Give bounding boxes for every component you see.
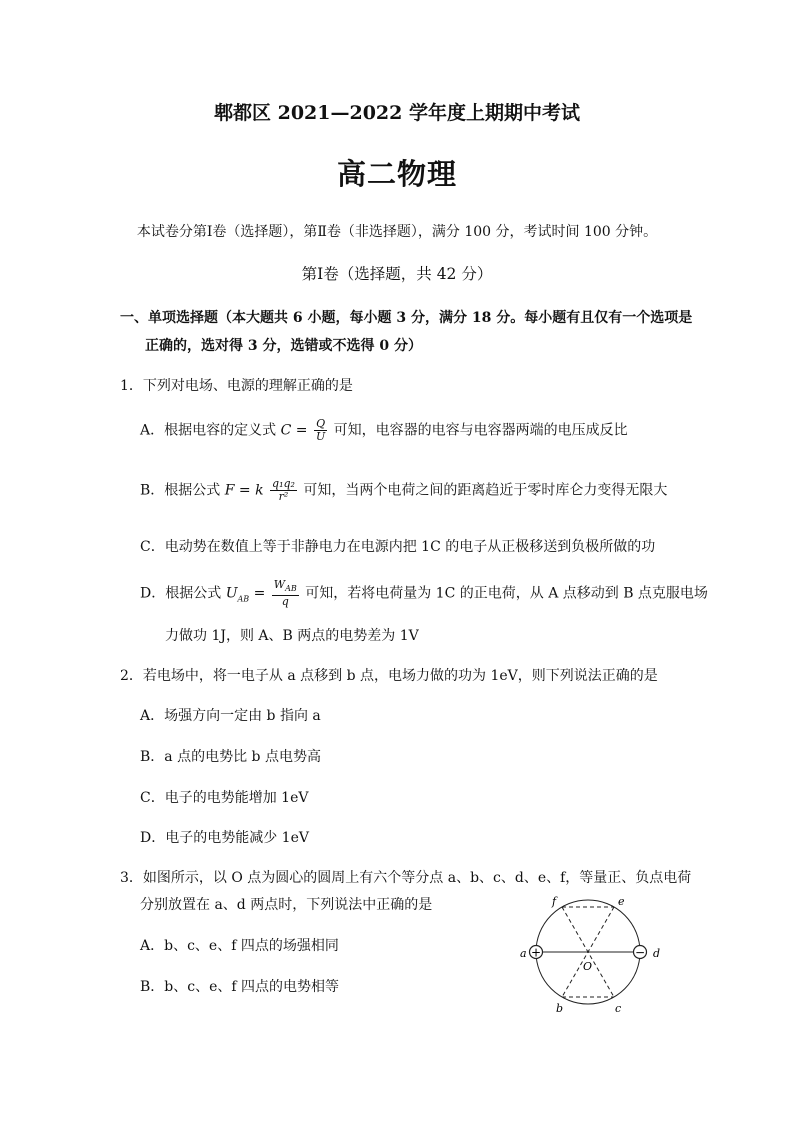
volume-heading: 第Ⅰ卷（选择题，共 42 分） — [301, 265, 493, 283]
label-b: b — [556, 1002, 564, 1015]
section-heading-line2: 正确的，选对得 3 分，选错或不选得 0 分） — [145, 338, 422, 354]
q1-d-lhs: U — [225, 585, 238, 602]
q1-d-eq: = — [253, 585, 266, 602]
q1-d-lhs-sub: AB — [237, 594, 250, 604]
label-f: f — [552, 895, 557, 908]
q1-b-lhs: F = k — [224, 482, 264, 499]
q1-stem: 1．下列对电场、电源的理解正确的是 — [120, 378, 353, 394]
q1-a-num: Q — [314, 418, 327, 431]
exam-intro: 本试卷分第Ⅰ卷（选择题），第Ⅱ卷（非选择题），满分 100 分，考试时间 100 分钟。 — [136, 224, 658, 240]
plus-sign: + — [530, 945, 542, 960]
q1-a-den: U — [315, 430, 326, 443]
label-d: d — [653, 947, 661, 960]
q2-option-c: C．电子的电势能增加 1eV — [140, 790, 309, 806]
q3-option-a: A．b、c、e、f 四点的场强相同 — [140, 938, 339, 954]
q1-d-num-sub: AB — [285, 584, 297, 594]
q3-stem-line1: 3．如图所示，以 O 点为圆心的圆周上有六个等分点 a、b、c、d、e、f，等量正、负点电荷 — [120, 870, 692, 886]
q3-stem-line2: 分别放置在 a、d 两点时，下列说法中正确的是 — [140, 897, 433, 913]
q1-option-a — [140, 418, 628, 443]
q1-option-d-cont: 力做功 1J，则 A、B 两点的电势差为 1V — [165, 628, 419, 644]
q1-d-num-wrap — [272, 579, 299, 596]
q2-option-a: A．场强方向一定由 b 指向 a — [140, 708, 321, 724]
q2-option-d: D．电子的电势能减少 1eV — [140, 830, 309, 846]
q1-a-post: 可知，电容器的电容与电容器两端的电压成反比 — [333, 422, 628, 439]
q1-d-num: W — [273, 578, 286, 591]
q1-a-fraction — [314, 418, 327, 443]
section-heading-line1: 一、单项选择题（本大题共 6 小题，每小题 3 分，满分 18 分。每小题有且仅有一个选项是 — [120, 310, 693, 326]
q1-d-den: q — [281, 595, 289, 609]
q2-option-b: B．a 点的电势比 b 点电势高 — [140, 749, 321, 765]
q1-a-lhs: C = — [280, 422, 308, 439]
label-c: c — [615, 1002, 622, 1015]
q1-option-b — [140, 478, 667, 503]
q1-d-post: 可知，若将电荷量为 1C 的正电荷，从 A 点移动到 B 点克服电场 — [305, 585, 708, 602]
label-o: O — [583, 960, 593, 973]
q1-b-pre: B．根据公式 — [140, 482, 221, 499]
q1-a-pre: A．根据电容的定义式 — [140, 422, 277, 439]
exam-title: 郫都区 2021—2022 学年度上期期中考试 — [214, 102, 580, 124]
label-a: a — [520, 947, 527, 960]
q3-option-b: B．b、c、e、f 四点的电势相等 — [140, 979, 340, 995]
subject-title: 高二物理 — [336, 157, 457, 191]
q1-b-den: r² — [278, 490, 289, 503]
label-e: e — [618, 895, 625, 908]
q1-b-num: q₁q₂ — [272, 477, 295, 490]
minus-sign: − — [634, 945, 646, 960]
q1-b-post: 可知，当两个电荷之间的距离趋近于零时库仑力变得无限大 — [303, 482, 668, 499]
q2-stem: 2．若电场中，将一电子从 a 点移到 b 点，电场力做的功为 1eV，则下列说法正确的是 — [120, 668, 658, 684]
q1-d-pre: D．根据公式 — [140, 585, 222, 602]
circle-charge-figure — [512, 890, 672, 1020]
q1-option-d — [140, 579, 708, 608]
q1-b-fraction — [270, 478, 297, 503]
q1-d-fraction — [272, 579, 299, 608]
q1-option-c: C．电动势在数值上等于非静电力在电源内把 1C 的电子从正极移送到负极所做的功 — [140, 539, 656, 555]
